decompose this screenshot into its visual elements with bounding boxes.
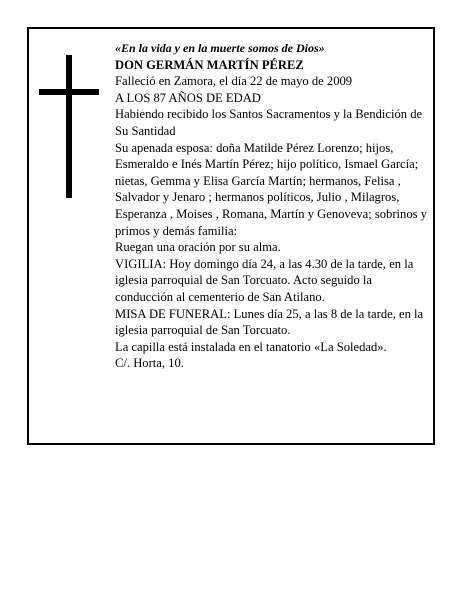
- address-line: C/. Horta, 10.: [115, 356, 184, 371]
- motto: «En la vida y en la muerte somos de Dios»: [115, 41, 325, 55]
- funeral-mass-paragraph: MISA DE FUNERAL: Lunes día 25, a las 8 de la tarde, en la iglesia parroquial de San Torcuato.: [115, 306, 424, 338]
- death-date-line: Falleció en Zamora, el día 22 de mayo de 2009: [115, 74, 353, 89]
- cross-icon: [39, 55, 99, 198]
- vigil-paragraph: VIGILIA: Hoy domingo día 24, a las 4.30 de la tarde, en la iglesia parroquial de San Torcuato. Acto seguido la conducción al cementerio de San Atilano.: [115, 256, 414, 304]
- age-line: A LOS 87 AÑOS DE EDAD: [115, 90, 261, 105]
- cross-vertical-bar: [66, 55, 72, 198]
- sacraments-paragraph: Habiendo recibido los Santos Sacramentos y la Bendición de Su Santidad: [115, 107, 423, 138]
- chapel-line: La capilla está instalada en el tanatorio «La Soledad».: [115, 339, 387, 354]
- deceased-name: DON GERMÁN MARTÍN PÉREZ: [115, 57, 304, 72]
- prayer-line: Ruegan una oración por su alma.: [115, 240, 281, 255]
- family-paragraph: Su apenada esposa: doña Matilde Pérez Lorenzo; hijos, Esmeraldo e Inés Martín Pérez; hijo político, Ismael García; nietas, Gemma y Elisa García Martín; hermanos, Felisa , Salvador y Jenaro ; hermanos políticos, Julio , Milagros, Esperanza , Moises , Romana, Martín y Genoveva; sobrinos y primos y demás familia:: [115, 140, 427, 238]
- cross-horizontal-bar: [39, 89, 99, 95]
- obituary-notice: [27, 27, 435, 445]
- notice-body: [115, 40, 433, 372]
